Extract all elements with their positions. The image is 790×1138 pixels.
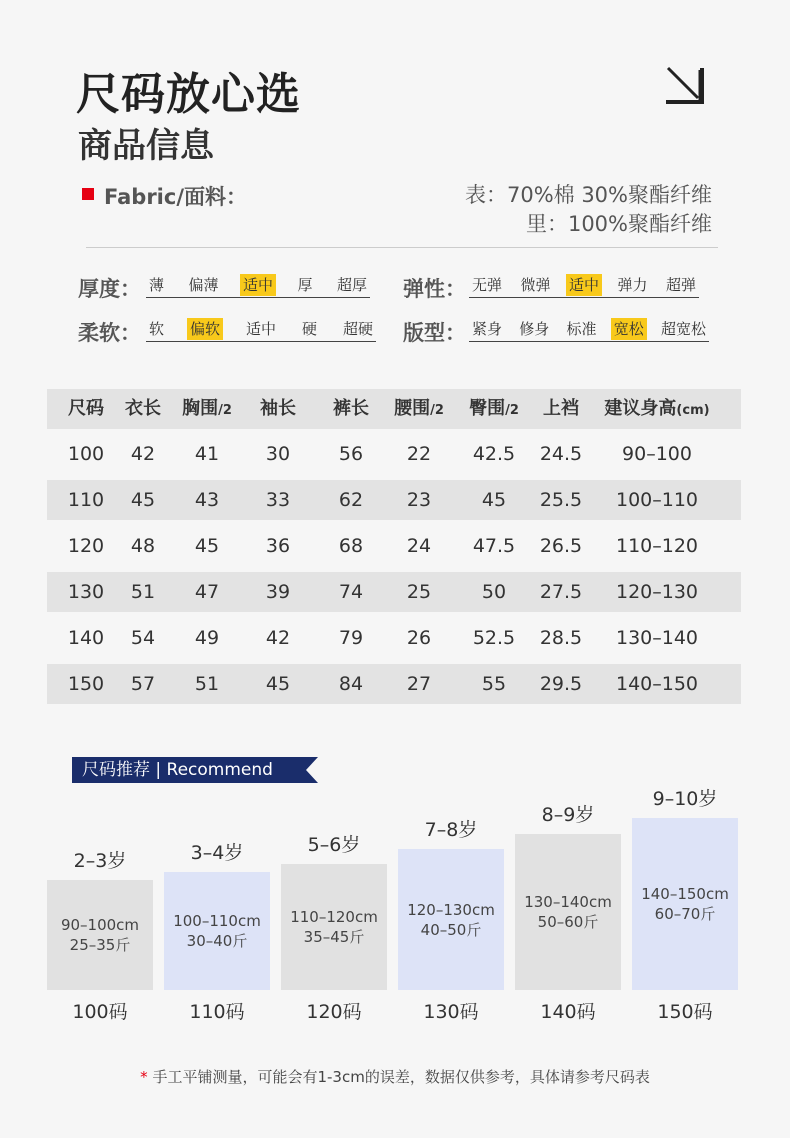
table-cell: 24.5 [539,443,583,465]
table-row [47,618,741,658]
fabric-outer: 表：70%棉 30%聚酯纤维 [464,183,712,207]
table-row [47,434,741,474]
fabric-label: Fabric/面料： [104,185,247,209]
fit-option-4: 超宽松 [660,320,706,338]
size-code-label: 100码 [72,1001,128,1023]
table-cell: 50 [481,581,507,603]
table-cell: 41 [194,443,220,465]
table-cell: 140 [67,627,105,649]
table-cell: 110–120 [615,535,699,557]
thickness-option-3: 厚 [297,276,313,294]
bar-weight-range: 35–45斤 [303,928,365,946]
bar-height-range: 100–110cm [173,912,261,930]
softness-label: 柔软： [78,321,141,345]
age-label: 8–9岁 [541,804,595,826]
table-row [47,664,741,704]
table-cell: 51 [194,673,220,695]
table-header-cell: 臀围/2 [469,398,519,419]
table-cell: 120–130 [615,581,699,603]
table-cell: 56 [338,443,364,465]
table-cell: 62 [338,489,364,511]
fit-label: 版型： [403,321,466,345]
bar-weight-range: 30–40斤 [186,932,248,950]
table-cell: 43 [194,489,220,511]
table-row [47,480,741,520]
arrow-down-right-icon [662,64,706,108]
fit-scale [469,318,709,342]
thickness-option-0: 薄 [149,276,165,294]
table-cell: 51 [130,581,156,603]
table-cell: 79 [338,627,364,649]
recommend-bar [515,834,621,990]
bar-height-range: 110–120cm [290,908,378,926]
elasticity-option-2: 适中 [566,274,602,296]
bar-height-range: 130–140cm [524,893,612,911]
table-cell: 100 [67,443,105,465]
table-cell: 47.5 [472,535,516,557]
table-cell: 84 [338,673,364,695]
age-label: 7–8岁 [424,819,478,841]
table-header-cell: 裤长 [333,398,369,419]
elasticity-option-0: 无弹 [472,276,503,294]
softness-option-1: 偏软 [187,318,223,340]
thickness-option-2: 适中 [240,274,276,296]
bar-height-range: 120–130cm [407,900,495,919]
table-cell: 48 [130,535,156,557]
table-row [47,572,741,612]
table-cell: 54 [130,627,156,649]
size-code-label: 110码 [189,1001,245,1023]
table-cell: 23 [406,489,432,511]
note-text: 手工平铺测量，可能会有1-3cm的误差，数据仅供参考，具体请参考尺码表 [152,1068,650,1086]
table-cell: 100–110 [615,489,699,511]
thickness-option-4: 超厚 [336,276,367,294]
table-cell: 42.5 [472,443,516,465]
table-header-cell: 尺码 [68,398,104,419]
bar-height-range: 140–150cm [641,885,729,903]
table-cell: 68 [338,535,364,557]
measurement-note [0,1066,790,1087]
fabric-marker [82,188,94,200]
fabric-inner: 里：100%聚酯纤维 [525,212,712,236]
table-cell: 22 [406,443,432,465]
bar-weight-range: 50–60斤 [537,913,599,931]
table-cell: 30 [265,443,291,465]
table-cell: 120 [67,535,105,557]
recommend-bar [281,864,387,990]
table-header-cell: 胸围/2 [182,398,232,419]
table-cell: 45 [130,489,156,511]
table-cell: 24 [406,535,432,557]
table-cell: 39 [265,581,291,603]
fit-option-1: 修身 [519,320,550,338]
size-code-label: 130码 [423,1001,479,1023]
page-title: 尺码放心选 [76,69,301,120]
thickness-label: 厚度： [78,277,141,301]
table-cell: 42 [265,627,291,649]
table-cell: 45 [481,489,507,511]
elasticity-option-4: 超弹 [665,276,696,294]
bar-weight-range: 25–35斤 [69,936,131,954]
table-cell: 25 [406,581,432,603]
table-header-cell: 建议身高(cm) [604,398,710,419]
recommend-bar [632,818,738,990]
table-header-cell: 腰围/2 [394,398,444,419]
table-cell: 27 [406,673,432,695]
table-cell: 25.5 [539,489,583,511]
divider [86,247,718,248]
size-code-label: 140码 [540,1001,596,1023]
size-code-label: 150码 [657,1001,713,1023]
table-cell: 36 [265,535,291,557]
recommend-title: 尺码推荐 | Recommend [82,760,273,780]
recommend-bar [164,872,270,990]
note-asterisk: * [140,1068,148,1086]
table-cell: 47 [194,581,220,603]
table-cell: 45 [194,535,220,557]
fit-option-0: 紧身 [472,320,503,338]
softness-scale [146,318,376,342]
table-cell: 27.5 [539,581,583,603]
age-label: 3–4岁 [190,842,244,864]
table-cell: 74 [338,581,364,603]
table-cell: 57 [130,673,156,695]
table-cell: 130–140 [615,627,699,649]
softness-option-0: 软 [149,320,165,338]
thickness-scale [146,274,370,298]
table-header-cell: 袖长 [260,398,296,419]
age-label: 5–6岁 [307,834,361,856]
table-cell: 33 [265,489,291,511]
softness-option-4: 超硬 [342,320,373,338]
section-subtitle: 商品信息 [78,126,214,166]
table-cell: 45 [265,673,291,695]
size-code-label: 120码 [306,1001,362,1023]
age-label: 9–10岁 [652,788,718,810]
softness-option-2: 适中 [245,320,276,338]
table-cell: 140–150 [615,673,699,695]
table-cell: 26 [406,627,432,649]
fit-option-2: 标准 [566,320,597,338]
recommend-bar [47,880,153,990]
table-cell: 28.5 [539,627,583,649]
elasticity-scale [469,274,699,298]
table-cell: 26.5 [539,535,583,557]
bar-height-range: 90–100cm [60,916,140,934]
table-header-cell: 上裆 [543,398,579,419]
table-cell: 29.5 [539,673,583,695]
table-cell: 49 [194,627,220,649]
softness-option-3: 硬 [301,320,317,338]
table-cell: 55 [481,673,507,695]
age-label: 2–3岁 [73,850,127,872]
elasticity-label: 弹性： [403,277,466,301]
table-cell: 110 [67,489,105,511]
table-cell: 90–100 [622,443,692,465]
table-cell: 42 [130,443,156,465]
table-header-row [47,389,741,429]
table-header-cell: 衣长 [125,398,161,419]
elasticity-option-1: 微弹 [520,276,551,294]
fit-option-3: 宽松 [611,318,647,340]
bar-weight-range: 40–50斤 [420,920,482,939]
table-cell: 52.5 [472,627,516,649]
bar-weight-range: 60–70斤 [654,905,716,923]
thickness-option-1: 偏薄 [188,276,219,294]
elasticity-option-3: 弹力 [617,276,648,294]
table-cell: 150 [67,673,105,695]
recommend-bar [398,849,504,990]
table-row [47,526,741,566]
table-cell: 130 [67,581,105,603]
